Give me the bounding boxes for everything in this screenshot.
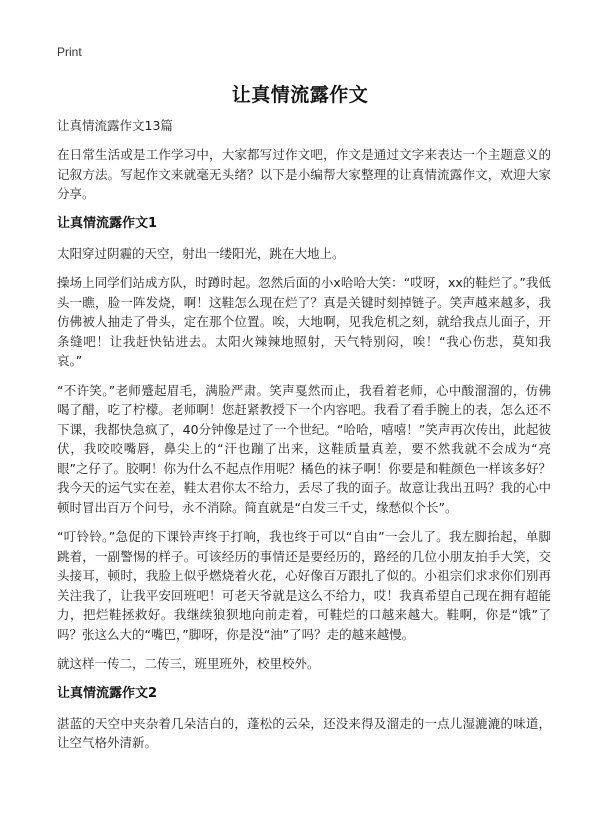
paragraph: “不许笑。”老师蹙起眉毛，满脸严肃。笑声戛然而止，我看着老师，心中酸溜溜的，仿佛喝了醋，吃了柠檬。老师啊！您赶紧教授下一个内容吧。我看了看手腕上的表，怎么还不下课，我都快急疯了，40分钟像是过了一个世纪。“哈哈，嘻嘻！”笑声再次传出，此起彼伏，我咬咬嘴唇，鼻尖上的“汗也蹦了出来，这鞋质量真差，要不然我就不会成为“亮眼”之仔了。胶啊！你为什么不起点作用呢？橘色的袜子啊！你要是和鞋颜色一样该多好？我今天的运气实在差，鞋太君你太不给力，丢尽了我的面子。故意让我出丑吗？我的心中顿时冒出百万个问号，永不消除。简直就是“白发三千丈，缘愁似个长”。 (57, 382, 551, 515)
paragraph: 太阳穿过阴霾的天空，射出一缕阳光，跳在大地上。 (57, 245, 345, 261)
section-heading-2: 让真情流露作文2 (57, 685, 158, 701)
article-subtitle: 让真情流露作文13篇 (57, 118, 173, 133)
paragraph: “叮铃铃。”急促的下课铃声终于打响，我也终于可以“自由”一会儿了。我左脚抬起，单脚跳着，一副警惕的样子。可该经历的事情还是要经历的，路经的几位小朋友拍手大笑，交头接耳，顿时，我脸上似乎燃烧着火花，心好像百万跟扎了似的。小祖宗们求求你们别再关注我了，让我平安回班吧！可老天爷就是这么不给力，哎！我真希望自己现在拥有超能力，把烂鞋拯救好。我继续狼狈地向前走着，可鞋烂的口越来越大。鞋啊，你是“饿”了吗？张这么大的“嘴巴，”脚呀，你是没“油”了吗？走的越来越慢。 (57, 529, 551, 642)
paragraph: 就这样一传二，二传三，班里班外，校里校外。 (57, 656, 320, 671)
paragraph: 操场上同学们站成方队，时蹲时起。忽然后面的小x哈哈大笑：“哎呀，xx的鞋烂了。”我低头一瞧，脸一阵发烧，啊！这鞋怎么现在烂了？真是关键时刻掉链子。笑声越来越多，我仿佛被人抽走了骨头，定在那个位置。唉，大地啊，见我危机之刻，就给我点儿面子，开条缝吧！让我赶快钻进去。太阳火辣辣地照射，天气特别闷，唉！“我心伤悲，莫知我哀。” (57, 275, 551, 368)
section-heading-1: 让真情流露作文1 (57, 215, 158, 231)
paragraph: 湛蓝的天空中夹杂着几朵洁白的，蓬松的云朵，还没来得及溜走的一点儿湿漉漉的味道，让空气格外清新。 (57, 715, 551, 750)
article-body (57, 116, 551, 763)
print-link[interactable]: Print (57, 45, 82, 59)
intro-paragraph: 在日常生活或是工作学习中，大家都写过作文吧，作文是通过文字来表达一个主题意义的记叙方法。写起作文来就毫无头绪？以下是小编帮大家整理的让真情流露作文，欢迎大家分享。 (57, 147, 551, 201)
page-title: 让真情流露作文 (231, 84, 369, 106)
